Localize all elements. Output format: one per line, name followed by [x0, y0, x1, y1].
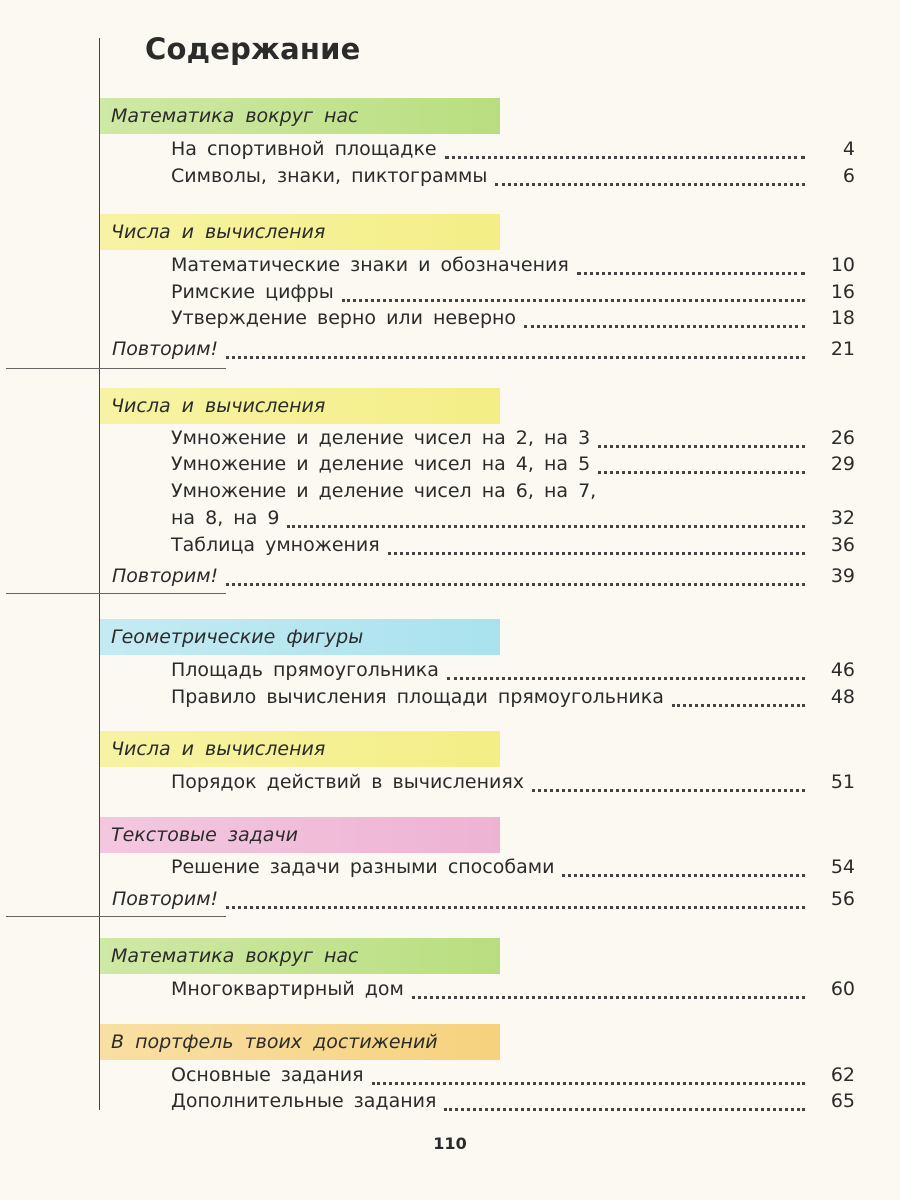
toc-entry-label: Дополнительные задания	[171, 1090, 437, 1112]
toc-entry-page: 4	[842, 138, 855, 160]
toc-entry-label: Порядок действий в вычислениях	[171, 771, 525, 793]
toc-entry-page: 6	[842, 165, 855, 187]
toc-entry-page: 60	[830, 978, 855, 1000]
leader-dots	[598, 468, 805, 474]
review-page: 39	[830, 565, 855, 587]
toc-entry[interactable]	[171, 1064, 855, 1090]
toc-entry[interactable]	[171, 1090, 855, 1116]
toc-entry-page: 48	[830, 686, 855, 708]
section-heading: Числа и вычисления	[100, 388, 500, 424]
toc-entry[interactable]	[171, 307, 855, 333]
toc-entry-page: 62	[830, 1064, 855, 1086]
leader-dots	[388, 549, 805, 555]
review-page: 21	[830, 338, 855, 360]
toc-entry-label: Римские цифры	[171, 281, 334, 303]
toc-entry[interactable]	[171, 534, 855, 560]
leader-dots	[226, 580, 805, 586]
toc-entry-page: 65	[830, 1090, 855, 1112]
review-page: 56	[830, 888, 855, 910]
leader-dots	[598, 442, 805, 448]
section-heading: Числа и вычисления	[100, 731, 500, 767]
toc-entry[interactable]	[171, 507, 855, 533]
review-entry[interactable]	[112, 565, 855, 591]
toc-entry-page: 18	[830, 307, 855, 329]
toc-entry[interactable]	[171, 427, 855, 453]
leader-dots	[445, 153, 805, 159]
toc-entry-label: на 8, на 9	[171, 507, 280, 529]
section-heading: Геометрические фигуры	[100, 619, 500, 655]
leader-dots	[562, 871, 805, 877]
section-heading: Математика вокруг нас	[100, 98, 500, 134]
toc-entry-label: Умножение и деление чисел на 6, на 7,	[171, 480, 597, 502]
leader-dots	[495, 180, 805, 186]
section-heading: Текстовые задачи	[100, 817, 500, 853]
toc-entry[interactable]	[171, 480, 855, 506]
leader-dots	[372, 1079, 805, 1085]
toc-entry-label: Символы, знаки, пиктограммы	[171, 165, 488, 187]
toc-entry[interactable]	[171, 686, 855, 712]
toc-entry[interactable]	[171, 138, 855, 164]
page-number: 110	[433, 1134, 467, 1153]
toc-entry-label: Площадь прямоугольника	[171, 659, 439, 681]
toc-entry-label: Многоквартирный дом	[171, 978, 404, 1000]
toc-entry-label: Умножение и деление чисел на 2, на 3	[171, 427, 591, 449]
leader-dots	[412, 993, 805, 999]
toc-entry-label: Математические знаки и обозначения	[171, 254, 569, 276]
toc-entry[interactable]	[171, 281, 855, 307]
toc-entry-label: Решение задачи разными способами	[171, 856, 555, 878]
toc-entry[interactable]	[171, 856, 855, 882]
toc-entry-label: Умножение и деление чисел на 4, на 5	[171, 453, 591, 475]
section-heading: Математика вокруг нас	[100, 938, 500, 974]
toc-entry-label: Правило вычисления площади прямоугольника	[171, 686, 664, 708]
toc-entry-page: 26	[830, 427, 855, 449]
toc-entry[interactable]	[171, 978, 855, 1004]
section-divider	[6, 368, 226, 369]
toc-entry-page: 51	[830, 771, 855, 793]
toc-entry-label: Утверждение верно или неверно	[171, 307, 517, 329]
toc-entry-page: 46	[830, 659, 855, 681]
toc-entry-page: 36	[830, 534, 855, 556]
toc-entry-page: 10	[830, 254, 855, 276]
toc-entry-page: 54	[830, 856, 855, 878]
leader-dots	[524, 322, 805, 328]
leader-dots	[226, 903, 805, 909]
section-heading: В портфель твоих достижений	[100, 1024, 500, 1060]
toc-entry-label: Основные задания	[171, 1064, 364, 1086]
review-label: Повторим!	[112, 338, 219, 360]
toc-entry[interactable]	[171, 165, 855, 191]
page-title: Содержание	[145, 32, 361, 66]
toc-entry[interactable]	[171, 453, 855, 479]
toc-entry-label: Таблица умножения	[171, 534, 380, 556]
section-heading: Числа и вычисления	[100, 214, 500, 250]
toc-entry[interactable]	[171, 254, 855, 280]
toc-entry-label: На спортивной площадке	[171, 138, 437, 160]
toc-entry-page: 32	[830, 507, 855, 529]
leader-dots	[226, 353, 805, 359]
toc-entry-page: 29	[830, 453, 855, 475]
review-entry[interactable]	[112, 338, 855, 364]
leader-dots	[577, 269, 805, 275]
toc-entry-page: 16	[830, 281, 855, 303]
review-label: Повторим!	[112, 565, 219, 587]
section-divider	[6, 916, 226, 917]
leader-dots	[447, 674, 805, 680]
leader-dots	[672, 701, 805, 707]
leader-dots	[287, 522, 805, 528]
toc-entry[interactable]	[171, 771, 855, 797]
section-divider	[6, 593, 226, 594]
review-label: Повторим!	[112, 888, 219, 910]
leader-dots	[444, 1105, 805, 1111]
leader-dots	[342, 296, 805, 302]
toc-entry[interactable]	[171, 659, 855, 685]
leader-dots	[532, 786, 805, 792]
review-entry[interactable]	[112, 888, 855, 914]
